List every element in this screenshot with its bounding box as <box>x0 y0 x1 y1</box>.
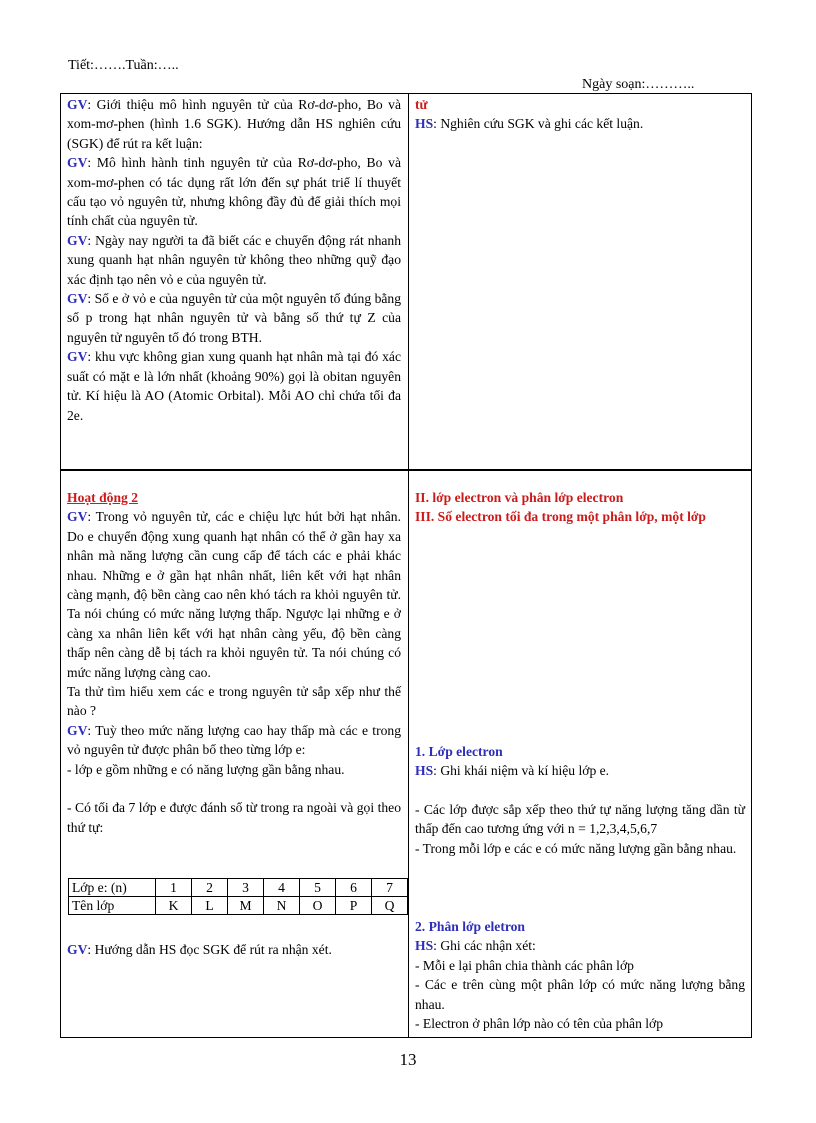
table-cell: L <box>192 897 228 915</box>
gv-paragraph: GV: Hướng dẫn HS đọc SGK để rút ra nhận xét. <box>67 942 332 957</box>
row1-left-cell <box>67 95 401 425</box>
tiet-tuan-line: Tiết:…….Tuần:….. <box>68 58 179 73</box>
gv-paragraph: GV: Tuỳ theo mức năng lượng cao hay thấp mà các e trong vỏ nguyên tử được phân bố theo từng lớp e: <box>67 722 401 758</box>
hs-paragraph: HS: Ghi khái niệm và kí hiệu lớp e. <box>415 763 610 779</box>
table-cell: 2 <box>192 879 228 897</box>
table-cell: Tên lớp <box>69 897 156 915</box>
plain-paragraph: - Các lớp được sắp xếp theo thứ tự năng lượng tăng dần từ thấp đến cao tương ứng với n = 1,2,3,4,5,6,7 <box>415 801 745 837</box>
continued-heading: tử <box>415 97 428 112</box>
plain-paragraph: - Electron ở phân lớp nào có tên của phân lớp <box>415 1016 664 1032</box>
gv-paragraph: GV: Mô hình hành tinh nguyên tử của Rơ-dơ-pho, Bo và xom-mơ-phen có tác dụng rất lớn đến sự phát triể lí thuyết cấu tạo vỏ nguyên tử, nhưng không đầy đủ để giải thích mọi tính chất của nguyên tử. <box>67 155 401 229</box>
table-row <box>69 897 408 915</box>
gv-paragraph: GV: Ngày nay người ta đã biết các e chuyển động rát nhanh xung quanh hạt nhân nguyên tử không theo những quỹ đạo xác định tạo nên vỏ e của nguyên tử. <box>67 232 401 287</box>
ngay-soan-line: Ngày soạn:……….. <box>582 77 695 92</box>
table-cell: 1 <box>156 879 192 897</box>
row2-right-cell <box>415 488 745 527</box>
plain-paragraph: Ta thử tìm hiểu xem các e trong nguyên tử sắp xếp như thế nào ? <box>67 684 401 719</box>
table-cell: Q <box>372 897 408 915</box>
subsection-heading: 1. Lớp electron <box>415 744 503 759</box>
table-row <box>69 879 408 897</box>
table-cell: 5 <box>300 879 336 897</box>
table-cell: P <box>336 897 372 915</box>
section-heading: II. lớp electron và phân lớp electron <box>415 490 624 505</box>
column-divider <box>408 93 409 1038</box>
row-divider <box>60 469 752 471</box>
electron-layer-table <box>68 878 408 915</box>
plain-paragraph: - Mỗi e lại phân chia thành các phân lớp <box>415 957 634 973</box>
plain-paragraph: - lớp e gồm những e có năng lượng gần bằng nhau. <box>67 761 345 777</box>
section-heading: III. Số electron tối đa trong một phân lớp, một lớp <box>415 509 706 525</box>
row2-right-cell-sublayer <box>415 917 745 1033</box>
table-cell: 7 <box>372 879 408 897</box>
row2-left-cell-bottom <box>67 940 401 959</box>
subsection-heading: 2. Phân lớp eletron <box>415 919 525 934</box>
gv-paragraph: GV: khu vực không gian xung quanh hạt nhân mà tại đó xác suất có mặt e là lớn nhất (khoảng 90%) gọi là obitan nguyên tử. Kí hiệu là AO (Atomic Orbital). Mỗi AO chỉ chứa tối đa 2e. <box>67 349 401 423</box>
table-cell: Lớp e: (n) <box>69 879 156 897</box>
row2-right-cell-layer <box>415 742 745 858</box>
page-number: 13 <box>399 1050 417 1069</box>
plain-paragraph: - Các e trên cùng một phân lớp có mức năng lượng bằng nhau. <box>415 977 745 1012</box>
hs-paragraph: HS: Ghi các nhận xét: <box>415 938 536 954</box>
table-cell: N <box>264 897 300 915</box>
hs-paragraph: HS: Nghiên cứu SGK và ghi các kết luận. <box>415 116 644 132</box>
row1-right-cell <box>415 95 745 134</box>
plain-paragraph: - Có tối đa 7 lớp e được đánh số từ trong ra ngoài và gọi theo thứ tự: <box>67 800 401 835</box>
table-cell: M <box>228 897 264 915</box>
row2-left-cell <box>67 488 401 837</box>
activity-heading: Hoạt động 2 <box>67 490 139 505</box>
plain-paragraph: - Trong mỗi lớp e các e có mức năng lượng gần bằng nhau. <box>415 840 737 856</box>
gv-paragraph: GV: Số e ở vỏ e của nguyên tử của một nguyên tố đúng bằng số p trong hạt nhân nguyên tử và bằng số thứ tự Z của nguyên tử nguyên tố đó trong BTH. <box>67 291 401 345</box>
gv-paragraph: GV: Giới thiệu mô hình nguyên tử của Rơ-dơ-pho, Bo và xom-mơ-phen (hình 1.6 SGK). Hướng dẫn HS nghiên cứu (SGK) để rút ra kết luận: <box>67 97 401 151</box>
table-cell: O <box>300 897 336 915</box>
table-cell: 6 <box>336 879 372 897</box>
table-cell: K <box>156 897 192 915</box>
table-cell: 4 <box>264 879 300 897</box>
table-cell: 3 <box>228 879 264 897</box>
gv-paragraph: GV: Trong vỏ nguyên tử, các e chiệu lực hút bởi hạt nhân. Do e chuyển động xung quanh hạt nhân có thể ở gần hay xa nhân mà năng lượng cần cung cấp để tách các e phải khác nhau. Những e ở gần hạt nhân nhất, liên kết với hạt nhân càng mạnh, độ bền càng cao nên khó tách ra khỏi nguyên tử. Ta nói chúng có mức năng lượng thấp. Ngược lại những e ở càng xa nhân liên kết với hạt nhân càng yếu, độ bền càng thấp nên càng dễ bị tách ra khỏi nguyên tử. Ta nói chúng có mức năng lượng càng cao. <box>67 509 401 680</box>
